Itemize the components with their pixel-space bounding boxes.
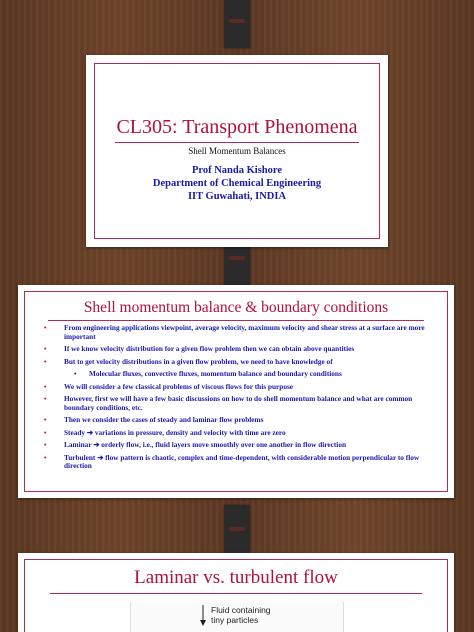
bullet-list	[28, 324, 434, 475]
bullet-icon: •	[44, 382, 47, 391]
title-divider	[48, 320, 424, 321]
bullet-icon: •	[44, 416, 47, 424]
lecture-subtitle: Shell Momentum Balances	[188, 146, 286, 156]
slide-title: Laminar vs. turbulent flow	[134, 567, 338, 588]
author-institute: IIT Guwahati, INDIA	[187, 191, 287, 202]
slide-title: Shell momentum balance & boundary conditions	[83, 299, 389, 316]
content-slide-laminar-turbulent	[18, 553, 454, 632]
title-divider	[50, 593, 422, 594]
title-slide	[86, 55, 388, 247]
bullet-icon: •	[44, 441, 47, 449]
sub-bullet-item: • Molecular fluxes, convective fluxes, momentum balance and boundary conditions	[74, 369, 342, 378]
author-department: Department of Chemical Engineering	[152, 178, 322, 189]
figure-caption: Fluid containing tiny particles	[211, 605, 271, 625]
down-arrow-icon	[198, 604, 208, 628]
bullet-icon: •	[44, 324, 47, 332]
bullet-item: • Turbulent ➔ flow pattern is chaotic, complex and time-dependent, with considerable motion perpendicular to flow direction	[44, 452, 420, 470]
course-title: CL305: Transport Phenomena	[116, 116, 358, 138]
bullet-icon: •	[44, 428, 47, 437]
author-block	[86, 164, 388, 203]
bullet-item: • If we know velocity distribution for a given flow problem then we can obtain above quantities	[44, 344, 355, 353]
author-name: Prof Nanda Kishore	[191, 165, 283, 176]
binder-clip-top	[224, 0, 250, 48]
bullet-item: • However, first we will have a few basic discussions on how to do shell momentum balance and what are common boundary conditions, etc.	[44, 394, 413, 412]
bullet-item: • But to get velocity distributions in a given flow problem, we need to have knowledge of	[44, 356, 333, 366]
bullet-icon: •	[44, 345, 47, 353]
bullet-icon: •	[74, 370, 77, 378]
bullet-item: • Then we consider the cases of steady and laminar flow problems	[44, 415, 264, 424]
bullet-icon: •	[44, 453, 47, 462]
bullet-item: • From engineering applications viewpoint, average velocity, maximum velocity and shear stress at a surface are more important	[44, 323, 425, 341]
content-slide-shell-momentum	[18, 285, 454, 498]
bullet-item: • Steady ➔ variations in pressure, density and velocity with time are zero	[44, 427, 286, 437]
title-divider	[115, 142, 359, 143]
flow-figure	[130, 602, 344, 632]
bullet-item: • Laminar ➔ orderly flow, i.e., fluid layers move smoothly over one another in flow direction	[44, 440, 347, 449]
bullet-icon: •	[44, 357, 47, 366]
bullet-item: • We will consider a few classical problems of viscous flows for this purpose	[44, 381, 294, 391]
bullet-icon: •	[44, 395, 47, 403]
